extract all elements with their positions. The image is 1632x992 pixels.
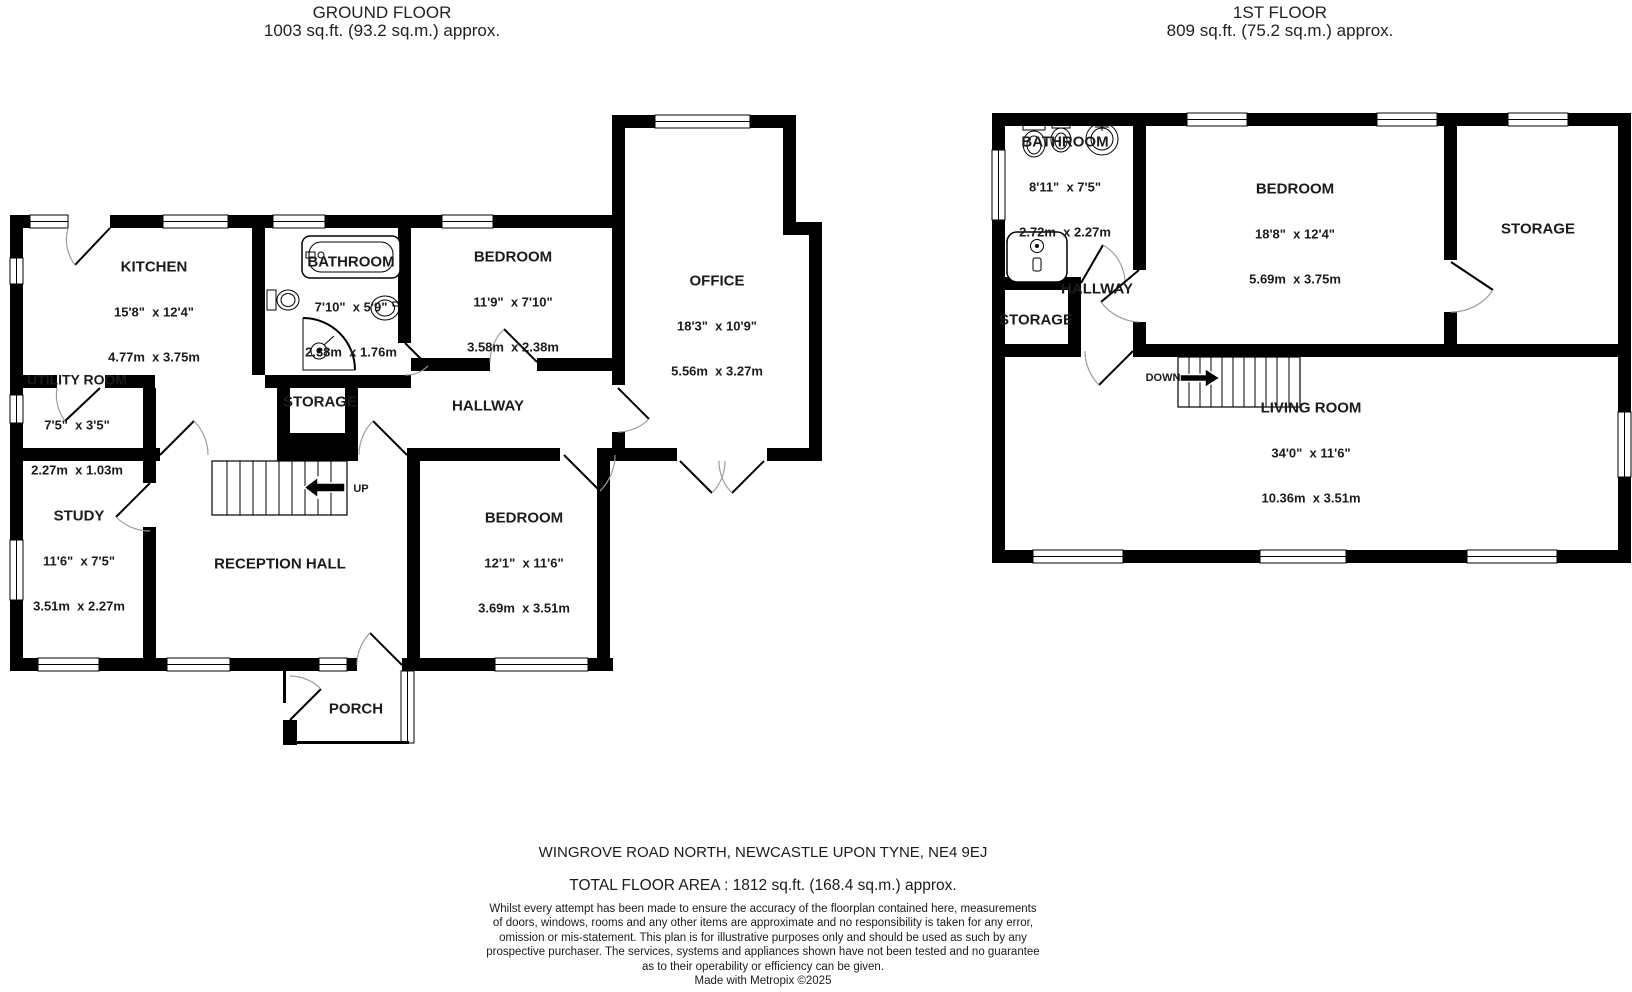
window-icon — [163, 215, 228, 228]
room-label-storage-left: STORAGE — [999, 311, 1073, 329]
window-icon — [495, 658, 588, 671]
window-icon — [319, 658, 347, 671]
door-icon — [1451, 262, 1493, 312]
window-icon — [38, 658, 99, 671]
window-icon — [1260, 550, 1346, 563]
room-label-bedroom-first: BEDROOM 18'8" x 12'4" 5.69m x 3.75m — [1249, 180, 1341, 287]
room-label-living-room: LIVING ROOM 34'0" x 11'6" 10.36m x 3.51m — [1260, 399, 1362, 506]
window-icon — [30, 215, 68, 228]
window-icon — [992, 150, 1005, 220]
door-icon — [359, 421, 407, 455]
door-icon — [290, 676, 321, 720]
window-icon — [1377, 113, 1437, 126]
door-icon — [618, 388, 649, 432]
window-icon — [1508, 113, 1568, 126]
first-floor-header — [1167, 4, 1394, 40]
window-icon — [10, 258, 23, 284]
window-icon — [10, 540, 23, 600]
room-label-porch: PORCH — [328, 700, 384, 718]
stairs-up — [212, 461, 347, 515]
ground-floor-area: 1003 sq.ft. (93.2 sq.m.) approx. — [263, 21, 501, 40]
room-label-hallway-ground: HALLWAY — [452, 397, 524, 415]
ground-floor-header — [264, 4, 500, 40]
room-label-bedroom-bottom: BEDROOM 12'1" x 11'6" 3.69m x 3.51m — [478, 509, 570, 616]
metropix-credit: Made with Metropix ©2025 — [694, 975, 832, 988]
room-label-utility: UTILITY ROOM 7'5" x 3'5" 2.27m x 1.03m — [26, 371, 128, 478]
door-icon — [160, 421, 208, 455]
window-icon — [1187, 113, 1247, 126]
double-door-icon — [680, 461, 764, 493]
room-label-study: STUDY 11'6" x 7'5" 3.51m x 2.27m — [33, 507, 125, 614]
room-label-kitchen: KITCHEN 15'8" x 12'4" 4.77m x 3.75m — [108, 258, 200, 365]
window-icon — [655, 115, 750, 128]
room-label-bedroom-top: BEDROOM 11'9" x 7'10" 3.58m x 2.38m — [467, 248, 559, 355]
room-label-office: OFFICE 18'3" x 10'9" 5.56m x 3.27m — [671, 272, 763, 379]
stairs-down-label: DOWN — [1145, 372, 1181, 384]
disclaimer-line: Whilst every attempt has been made to ensure the accuracy of the floorplan contained here, measurements — [489, 903, 1037, 915]
disclaimer-line: prospective purchaser. The services, systems and appliances shown have not been tested and no guarantee — [486, 946, 1040, 959]
window-icon — [167, 658, 230, 671]
window-icon — [1618, 412, 1631, 477]
window-icon — [10, 395, 23, 423]
room-label-hallway-first: HALLWAY — [1061, 280, 1133, 298]
toilet-icon — [267, 290, 299, 310]
door-icon — [357, 633, 402, 665]
disclaimer-line: as to their operability or efficiency can be given. — [641, 960, 885, 973]
room-label-storage-right: STORAGE — [1501, 220, 1575, 238]
window-icon — [1467, 550, 1557, 563]
total-floor-area: TOTAL FLOOR AREA : 1812 sq.ft. (168.4 sq.m.) approx. — [569, 877, 957, 894]
stairs-up-label: UP — [353, 483, 369, 495]
first-floor-area: 809 sq.ft. (75.2 sq.m.) approx. — [1166, 21, 1394, 40]
first-floor-title: 1ST FLOOR — [1232, 3, 1328, 22]
room-label-reception-hall: RECEPTION HALL — [214, 555, 346, 573]
ground-floor-plan — [10, 115, 822, 745]
ground-floor-title: GROUND FLOOR — [312, 3, 452, 22]
window-icon — [1033, 550, 1123, 563]
room-label-bathroom-ground: BATHROOM 7'10" x 5'9" 2.38m x 1.76m — [305, 253, 397, 360]
disclaimer-line: of doors, windows, rooms and any other items are approximate and no responsibility is taken for any error, — [492, 917, 1034, 930]
property-address: WINGROVE ROAD NORTH, NEWCASTLE UPON TYNE, NE4 9EJ — [538, 844, 988, 861]
room-label-storage-ground: STORAGE — [283, 393, 357, 411]
disclaimer-block — [486, 902, 1039, 988]
window-icon — [401, 671, 414, 743]
room-label-bathroom-first: BATHROOM 8'11" x 7'5" 2.72m x 2.27m — [1019, 133, 1111, 240]
door-icon — [66, 228, 110, 265]
disclaimer-line: omission or mis-statement. This plan is for illustrative purposes only and should be used as such by any — [499, 931, 1027, 944]
door-icon — [1085, 351, 1133, 385]
